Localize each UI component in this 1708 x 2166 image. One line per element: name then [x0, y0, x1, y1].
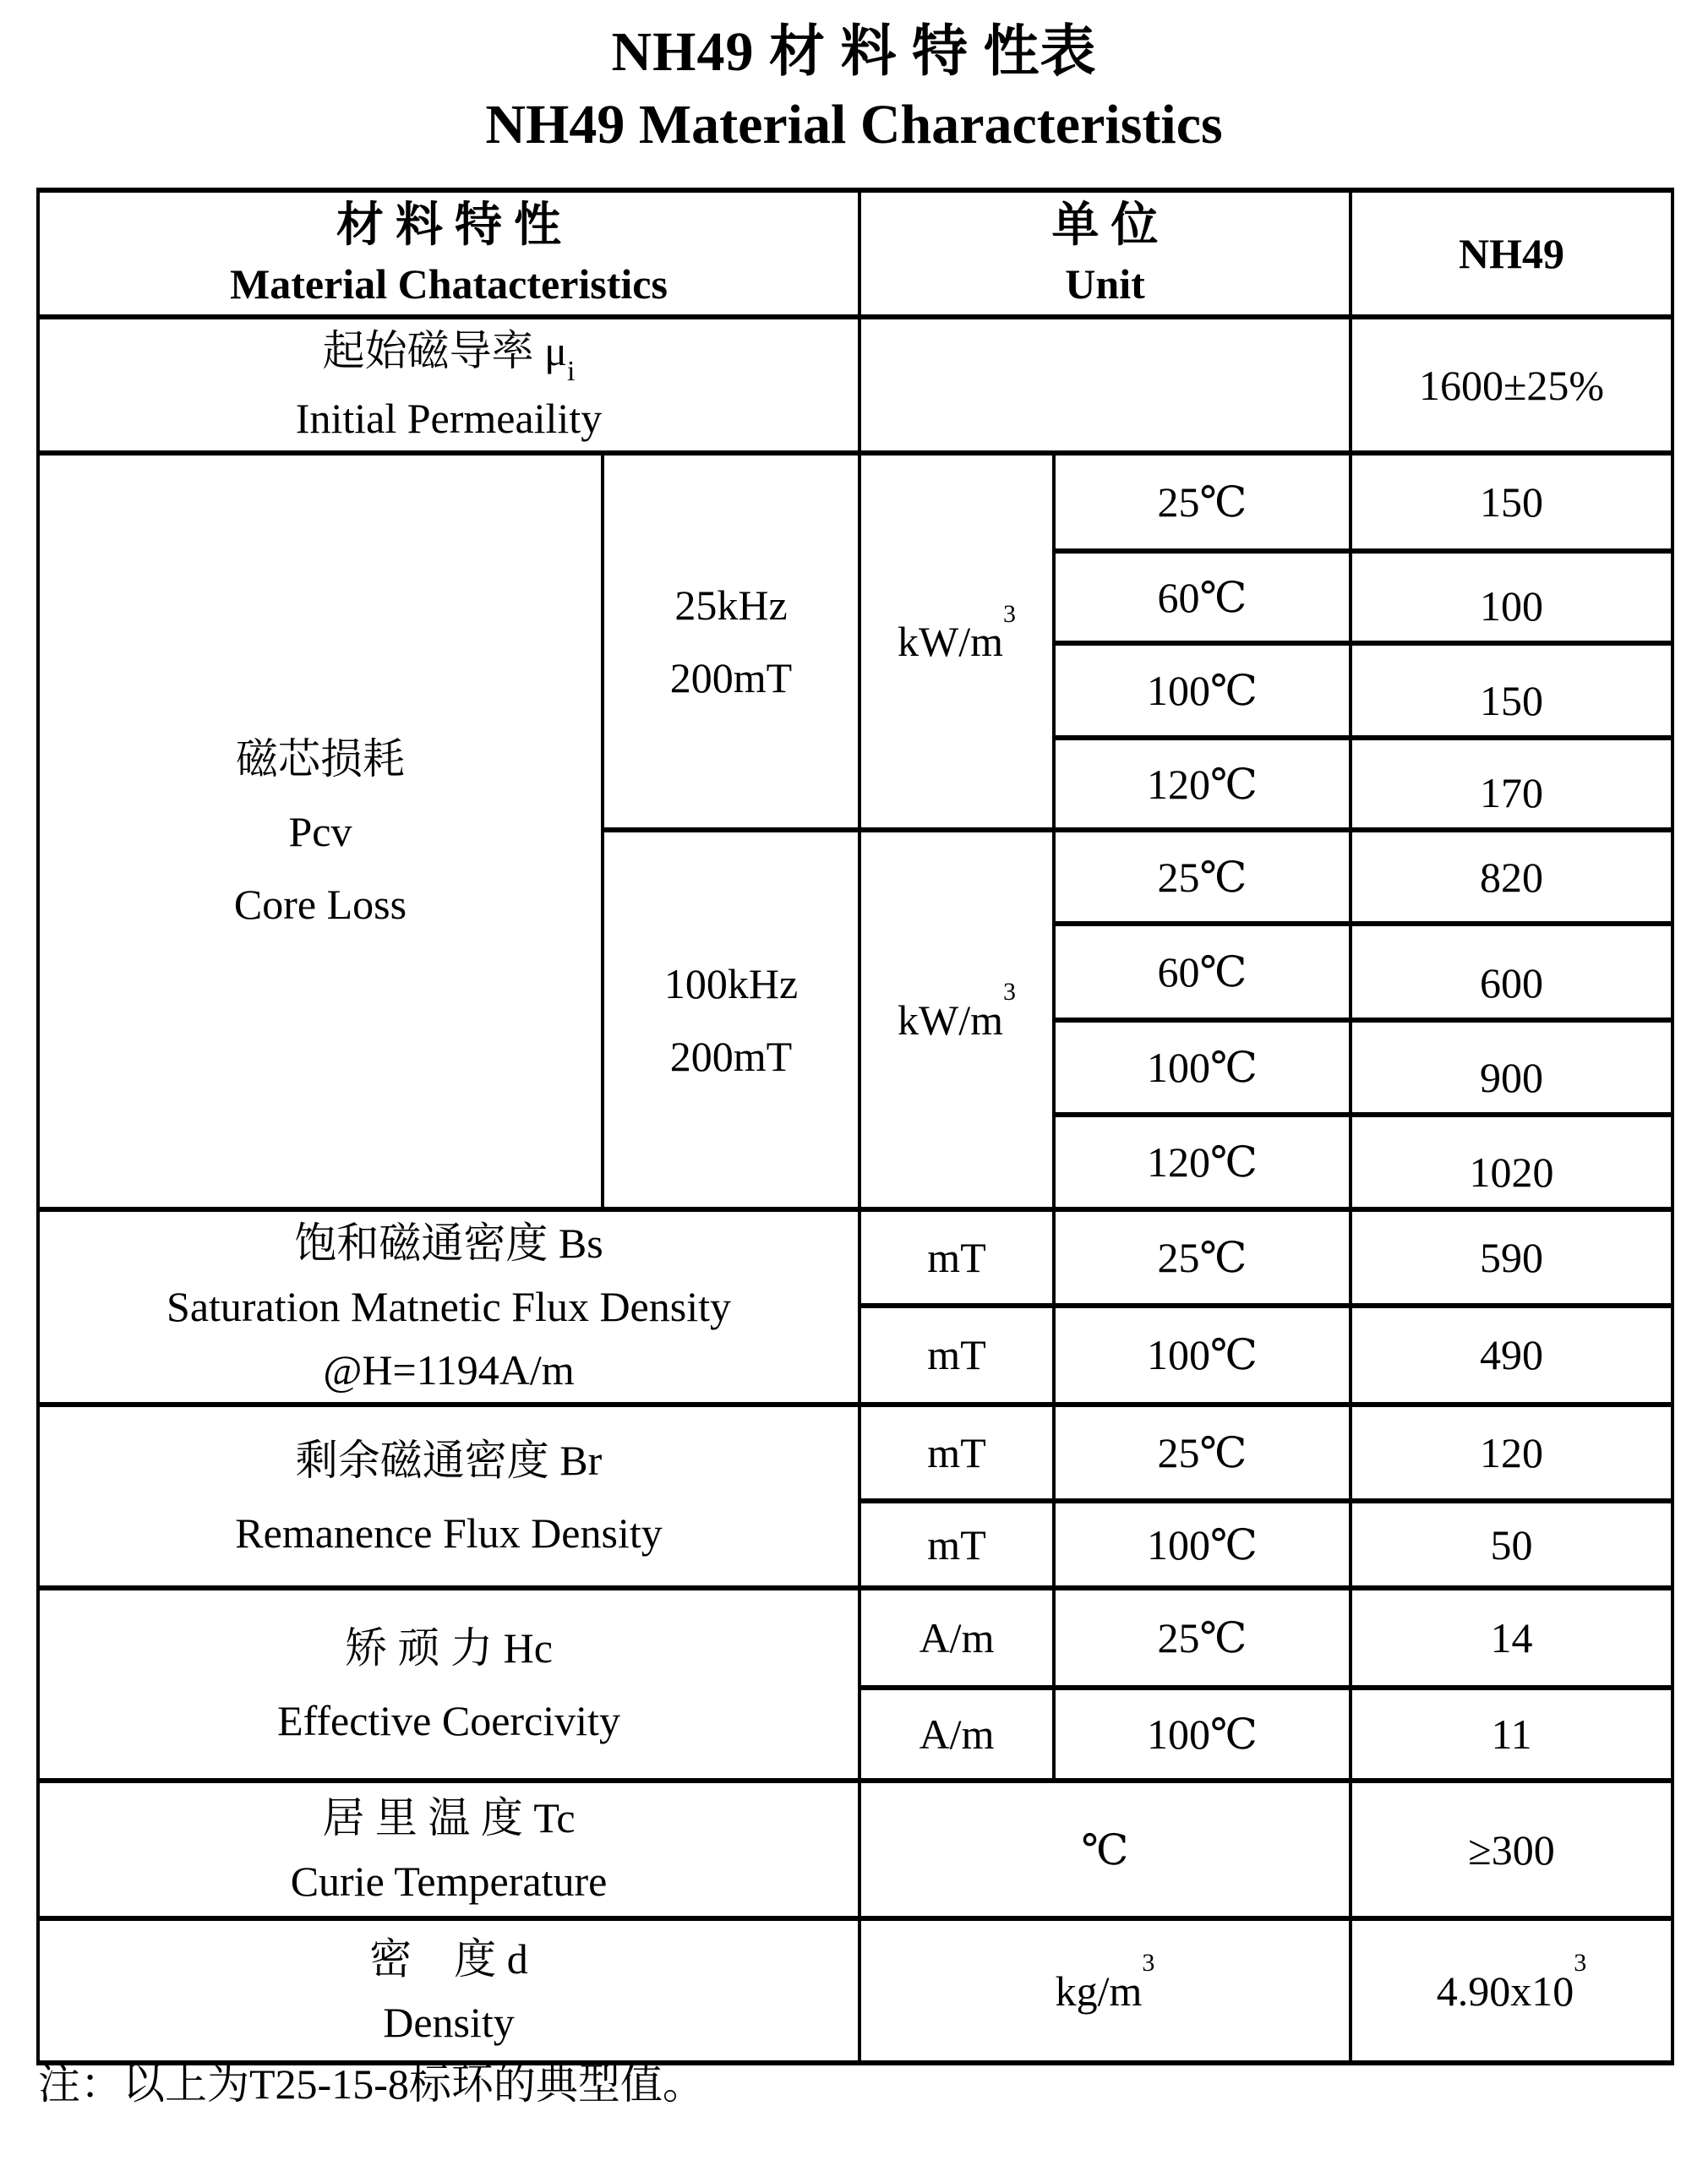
curie-value-cell: ≥300 [1351, 1781, 1673, 1918]
header-property-cell [38, 190, 859, 317]
remanence-label-cell [38, 1405, 859, 1588]
value-cell: 100 [1351, 551, 1673, 643]
value-cell: 50 [1351, 1501, 1673, 1588]
temperature-cell: 25℃ [1054, 1209, 1351, 1306]
temperature-cell: 25℃ [1054, 453, 1351, 551]
density-label-en: Density [383, 1998, 515, 2046]
curie-unit-cell: ℃ [859, 1781, 1351, 1918]
unit-cell: mT [859, 1501, 1054, 1588]
curie-label-cell [38, 1781, 859, 1918]
core-loss-unit-cell-100khz [859, 830, 1054, 1209]
core-loss-label-cell [38, 453, 603, 1209]
unit-cell: mT [859, 1209, 1054, 1306]
initial-permeability-label-cn: 起始磁导率 $\mu_i$ [322, 327, 576, 387]
temperature-cell: 100℃ [1054, 643, 1351, 738]
value-cell: 820 [1351, 830, 1673, 924]
mu-subscript: i [566, 355, 576, 387]
value-cell: 14 [1351, 1588, 1673, 1688]
value-cell: 590 [1351, 1209, 1673, 1306]
unit-base: kg/m [1055, 1967, 1143, 2015]
temperature-cell: 120℃ [1054, 1115, 1351, 1209]
density-unit-cell [859, 1918, 1351, 2063]
value-cell: 1020 [1351, 1115, 1673, 1209]
condition-flux: 200mT [669, 654, 793, 701]
unit-cell: A/m [859, 1588, 1054, 1688]
value-cell: 150 [1351, 643, 1673, 738]
curie-temperature-row [38, 1781, 1673, 1918]
unit-exponent: 3 [1003, 599, 1016, 628]
saturation-label-en: Saturation Matnetic Flux Density [166, 1283, 731, 1330]
saturation-label-cell [38, 1209, 859, 1405]
density-label-cell [38, 1918, 859, 2063]
density-label-cn: 密 度 d [369, 1934, 528, 1983]
value-cell: 11 [1351, 1688, 1673, 1781]
page-title [0, 20, 1708, 157]
temperature-cell: 25℃ [1054, 1588, 1351, 1688]
temperature-cell: 100℃ [1054, 1306, 1351, 1405]
temperature-cell: 100℃ [1054, 1501, 1351, 1588]
header-unit-cell [859, 190, 1351, 317]
page-title-cn: NH49 材 料 特 性表 [611, 21, 1097, 83]
temperature-cell: 120℃ [1054, 738, 1351, 830]
curie-label-en: Curie Temperature [290, 1857, 608, 1905]
condition-frequency: 100kHz [663, 959, 799, 1007]
remanence-row-25c [38, 1405, 1673, 1501]
header-property-label-cn: 材 料 特 性 [336, 199, 561, 253]
unit-cell: A/m [859, 1688, 1054, 1781]
value-exponent: 3 [1574, 1949, 1587, 1978]
material-characteristics-table [36, 188, 1674, 2065]
saturation-label-cn: 饱和磁通密度 Bs [294, 1219, 603, 1267]
core-loss-label-cn: 磁芯损耗 [236, 734, 405, 783]
unit-exponent: 3 [1142, 1949, 1155, 1978]
unit-base: kW/m [898, 618, 1003, 665]
core-loss-row-25c-25khz [38, 453, 1673, 551]
temperature-cell: 25℃ [1054, 1405, 1351, 1501]
temperature-cell: 100℃ [1054, 1020, 1351, 1115]
value-cell: 120 [1351, 1405, 1673, 1501]
coercivity-label-cn: 矫 顽 力 Hc [345, 1624, 553, 1672]
initial-permeability-row [38, 317, 1673, 453]
temperature-cell: 100℃ [1054, 1688, 1351, 1781]
value-cell: 600 [1351, 924, 1673, 1020]
value-base: 4.90x10 [1436, 1967, 1574, 2015]
core-loss-label-abbr: Pcv [288, 807, 352, 855]
saturation-label-condition: @H=1194A/m [323, 1346, 575, 1394]
initial-permeability-label-cell [38, 317, 859, 453]
header-unit-label-cn: 单 位 [1051, 199, 1159, 253]
initial-permeability-value-cell: 1600±25% [1351, 317, 1673, 453]
value-cell: 170 [1351, 738, 1673, 830]
coercivity-row-25c [38, 1588, 1673, 1688]
value-cell: 900 [1351, 1020, 1673, 1115]
initial-permeability-label-en: Initial Permeaility [295, 395, 603, 442]
coercivity-label-en: Effective Coercivity [277, 1697, 620, 1744]
value-cell: 490 [1351, 1306, 1673, 1405]
initial-permeability-unit-cell [859, 317, 1351, 453]
footnote: 注：以上为T25-15-8标环的典型值。 [38, 2060, 705, 2108]
core-loss-label-en: Core Loss [233, 880, 407, 928]
temperature-cell: 25℃ [1054, 830, 1351, 924]
core-loss-condition-cell-100khz [603, 830, 859, 1209]
unit-base: kW/m [898, 996, 1003, 1044]
curie-label-cn: 居 里 温 度 Tc [322, 1793, 576, 1841]
page-title-en: NH49 Material Characteristics [485, 93, 1223, 155]
condition-frequency: 25kHz [674, 581, 788, 629]
unit-exponent: 3 [1003, 978, 1016, 1007]
core-loss-condition-cell-25khz [603, 453, 859, 830]
core-loss-unit-cell-25khz [859, 453, 1054, 830]
remanence-label-cn: 剩余磁通密度 Br [295, 1436, 603, 1484]
coercivity-label-cell [38, 1588, 859, 1781]
header-property-label-en: Material Chatacteristics [230, 259, 668, 308]
value-cell: 150 [1351, 453, 1673, 551]
density-value-cell [1351, 1918, 1673, 2063]
unit-cell: mT [859, 1405, 1054, 1501]
condition-flux: 200mT [669, 1032, 793, 1080]
density-row [38, 1918, 1673, 2063]
temperature-cell: 60℃ [1054, 551, 1351, 643]
header-unit-label-en: Unit [1065, 259, 1145, 308]
table-header-row [38, 190, 1673, 317]
header-grade-cell: NH49 [1351, 190, 1673, 317]
remanence-label-en: Remanence Flux Density [235, 1509, 663, 1557]
saturation-row-25c [38, 1209, 1673, 1306]
temperature-cell: 60℃ [1054, 924, 1351, 1020]
unit-cell: mT [859, 1306, 1054, 1405]
